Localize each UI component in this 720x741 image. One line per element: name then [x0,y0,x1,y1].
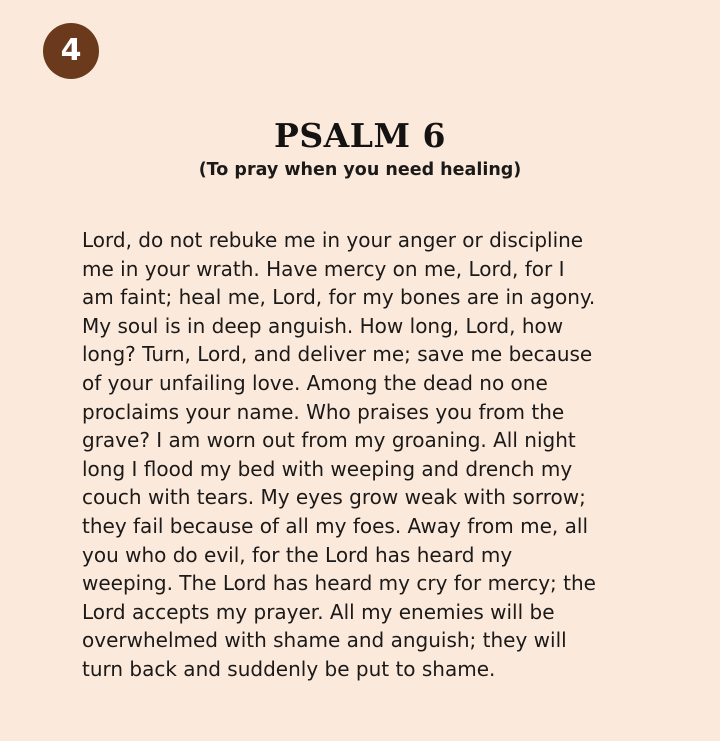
passage-line: me in your wrath. Have mercy on me, Lord, for I [82,256,565,281]
passage-line: turn back and suddenly be put to shame. [82,656,496,681]
passage-line: of your unfailing love. Among the dead no one [82,370,548,395]
passage-line: long I flood my bed with weeping and drench my [82,456,573,481]
passage-line: Lord accepts my prayer. All my enemies will be [82,599,555,624]
passage-line: long? Turn, Lord, and deliver me; save me because [82,342,593,367]
passage-line: couch with tears. My eyes grow weak with sorrow; [82,485,586,510]
psalm-passage [82,226,662,684]
passage-line: proclaims your name. Who praises you from the [82,399,565,424]
number-badge [43,23,99,79]
passage-line: My soul is in deep anguish. How long, Lord, how [82,313,564,338]
page-title: PSALM 6 [274,116,446,155]
passage-line: you who do evil, for the Lord has heard my [82,542,513,567]
passage-line: they fail because of all my foes. Away from me, all [82,513,588,538]
passage-line: weeping. The Lord has heard my cry for mercy; the [82,571,596,596]
page-subtitle: (To pray when you need healing) [198,160,522,180]
passage-line: am faint; heal me, Lord, for my bones are in agony. [82,285,596,310]
passage-line: Lord, do not rebuke me in your anger or discipline [82,228,584,252]
passage-line: overwhelmed with shame and anguish; they will [82,628,567,653]
badge-number: 4 [60,33,82,68]
passage-line: grave? I am worn out from my groaning. All night [82,428,576,453]
